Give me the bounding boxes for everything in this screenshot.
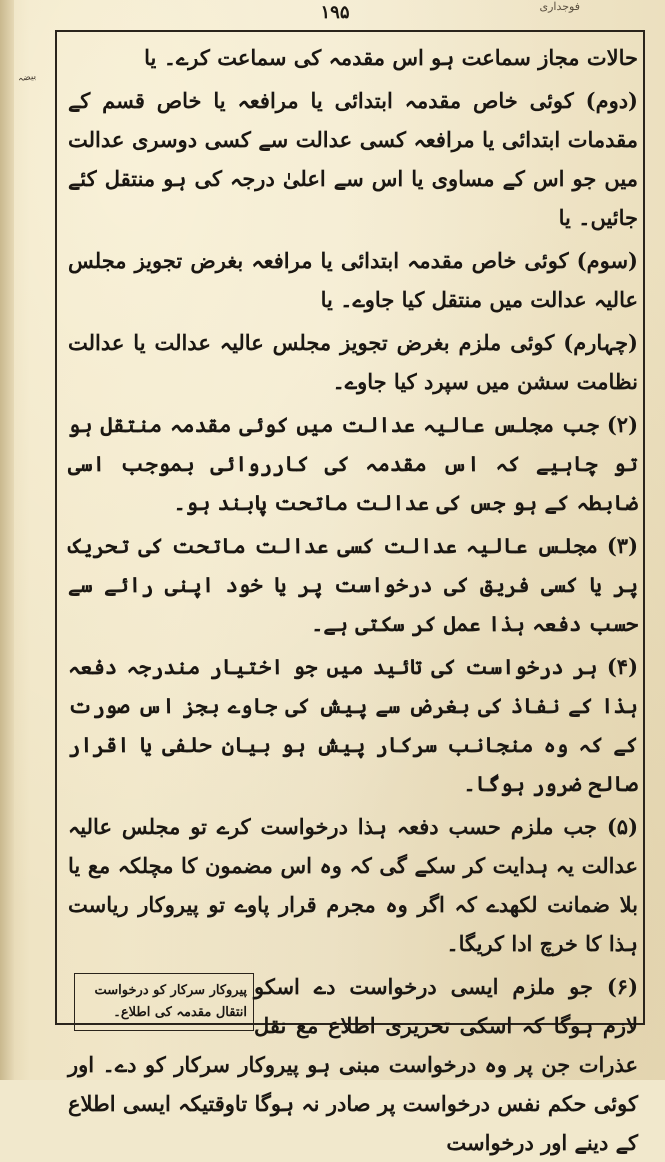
- page-body: [68, 38, 638, 1155]
- paragraph-intro: حالات مجاز سماعت ہو اس مقدمہ کی سماعت کرے۔ یا: [144, 45, 638, 70]
- page-number: ۱۹۵: [320, 2, 350, 23]
- paragraph-chaharam: (چہارم) کوئی ملزم بغرض تجویز مجلس عالیہ عدالت یا عدالت نظامت سشن میں سپرد کیا جاوے۔: [68, 330, 638, 394]
- paragraph-clause-6: (۶) جو ملزم ایسی درخواست دے اسکو لازم ہوگا کہ اسکی تحریری اطلاع مع نقل عذرات جن پر وہ درخواست مبنی ہو پیروکار سرکار کو دے۔ اور کوئی حکم نفس درخواست پر صادر نہ ہوگا تاوقتیکہ ایسی اطلاع کے دینے اور درخواست: [68, 974, 638, 1155]
- paragraph-clause-5: (۵) جب ملزم حسب دفعہ ہذا درخواست کرے تو مجلس عالیہ عدالت یہ ہدایت کر سکے گی کہ وہ اس مضمون کا مچلکہ مع یا بلا ضمانت لکھدے کہ اگر وہ مجرم قرار پاوے تو پیروکار ریاست ہذا کا خرچ ادا کریگا۔: [68, 814, 638, 956]
- page-left-edge: [0, 0, 14, 1080]
- paragraph-clause-2: (۲) جب مجلس عالیہ عدالت میں کوئی مقدمہ منتقل ہو تو چاہیے کہ اس مقدمہ کی کارروائی بموجب اسی ضابطہ کے ہو جس کی عدالت ماتحت پابند ہو۔: [68, 412, 638, 515]
- side-note-box: پیروکار سرکار کو درخواست انتقال مقدمہ کی اطلاع۔: [74, 973, 254, 1031]
- paragraph-clause-3: (۳) مجلس عالیہ عدالت کسی عدالت ماتحت کی تحریک پر یا کسی فریق کی درخواست پر یا خود اپنی رائے سے حسب دفعہ ہذا عمل کر سکتی ہے۔: [68, 533, 638, 636]
- paragraph-doyam: (دوم) کوئی خاص مقدمہ ابتدائی یا مرافعہ یا خاص قسم کے مقدمات ابتدائی یا مرافعہ کسی عدالت سے کسی دوسری عدالت میں جو اس کے مساوی یا اس سے اعلیٰ درجہ کی ہو منتقل کئے جائیں۔ یا: [68, 88, 638, 230]
- paragraph-soyam: (سوم) کوئی خاص مقدمہ ابتدائی یا مرافعہ بغرض تجویز مجلس عالیہ عدالت میں منتقل کیا جاوے۔ یا: [68, 248, 638, 312]
- running-header: فوجداری: [539, 0, 580, 13]
- paragraph-clause-4: (۴) ہر درخواست کی تائید میں جو اختیار مندرجہ دفعہ ہذا کے نفاذ کی بغرض سے پیش کی جاوے بجز اس صورت کے کہ وہ منجانب سرکار پیش ہو بیان حلفی یا اقرار صالح ضرور ہوگا۔: [68, 654, 638, 796]
- margin-handwritten-note: بیضہ: [17, 71, 37, 85]
